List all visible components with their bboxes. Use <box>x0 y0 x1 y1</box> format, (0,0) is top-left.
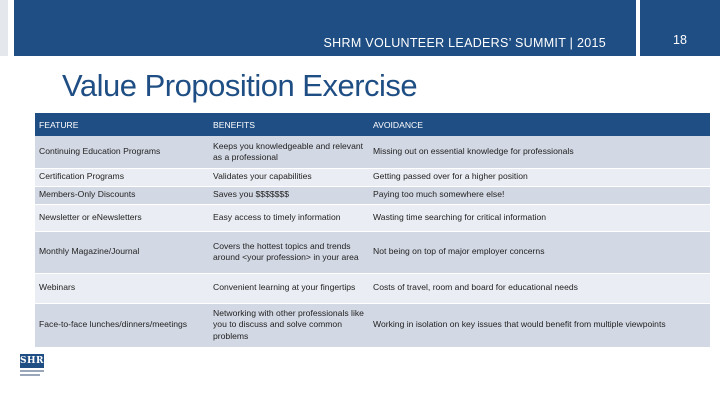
header-title: SHRM VOLUNTEER LEADERS’ SUMMIT | 2015 <box>323 36 606 50</box>
feature-cell: Newsletter or eNewsletters <box>35 204 209 231</box>
shrm-logo <box>20 354 70 384</box>
feature-cell: Monthly Magazine/Journal <box>35 231 209 273</box>
benefit-cell: Covers the hottest topics and trends around <your profession> in your area <box>209 231 369 273</box>
table-row <box>35 273 710 303</box>
table-row <box>35 204 710 231</box>
table-row <box>35 303 710 347</box>
column-header-feature: FEATURE <box>35 113 209 136</box>
benefit-cell: Keeps you knowledgeable and relevant as a professional <box>209 136 369 168</box>
avoidance-cell: Not being on top of major employer concerns <box>369 231 710 273</box>
benefit-cell: Easy access to timely information <box>209 204 369 231</box>
page-number: 18 <box>673 33 687 47</box>
feature-cell: Face-to-face lunches/dinners/meetings <box>35 303 209 347</box>
benefit-cell: Saves you $$$$$$$ <box>209 186 369 204</box>
table-row <box>35 186 710 204</box>
column-header-avoidance: AVOIDANCE <box>369 113 710 136</box>
slide-title: Value Proposition Exercise <box>62 68 418 103</box>
avoidance-cell: Wasting time searching for critical information <box>369 204 710 231</box>
feature-cell: Webinars <box>35 273 209 303</box>
feature-cell: Members-Only Discounts <box>35 186 209 204</box>
column-header-benefits: BENEFITS <box>209 113 369 136</box>
value-proposition-table <box>35 113 710 348</box>
avoidance-cell: Working in isolation on key issues that would benefit from multiple viewpoints <box>369 303 710 347</box>
benefit-cell: Convenient learning at your fingertips <box>209 273 369 303</box>
page-number-box <box>640 0 720 56</box>
table-row <box>35 231 710 273</box>
header-bar <box>14 0 636 56</box>
feature-cell: Certification Programs <box>35 168 209 186</box>
avoidance-cell: Costs of travel, room and board for educational needs <box>369 273 710 303</box>
logo-mark: SHRM <box>20 356 55 366</box>
left-accent-strip <box>0 0 8 56</box>
avoidance-cell: Getting passed over for a higher position <box>369 168 710 186</box>
table-row <box>35 136 710 168</box>
benefit-cell: Validates your capabilities <box>209 168 369 186</box>
table-row <box>35 168 710 186</box>
logo-tagline-line <box>20 370 44 372</box>
avoidance-cell: Missing out on essential knowledge for professionals <box>369 136 710 168</box>
table-header-row <box>35 113 710 136</box>
avoidance-cell: Paying too much somewhere else! <box>369 186 710 204</box>
benefit-cell: Networking with other professionals like you to discuss and solve common problems <box>209 303 369 347</box>
feature-cell: Continuing Education Programs <box>35 136 209 168</box>
logo-tagline-line <box>20 374 40 376</box>
